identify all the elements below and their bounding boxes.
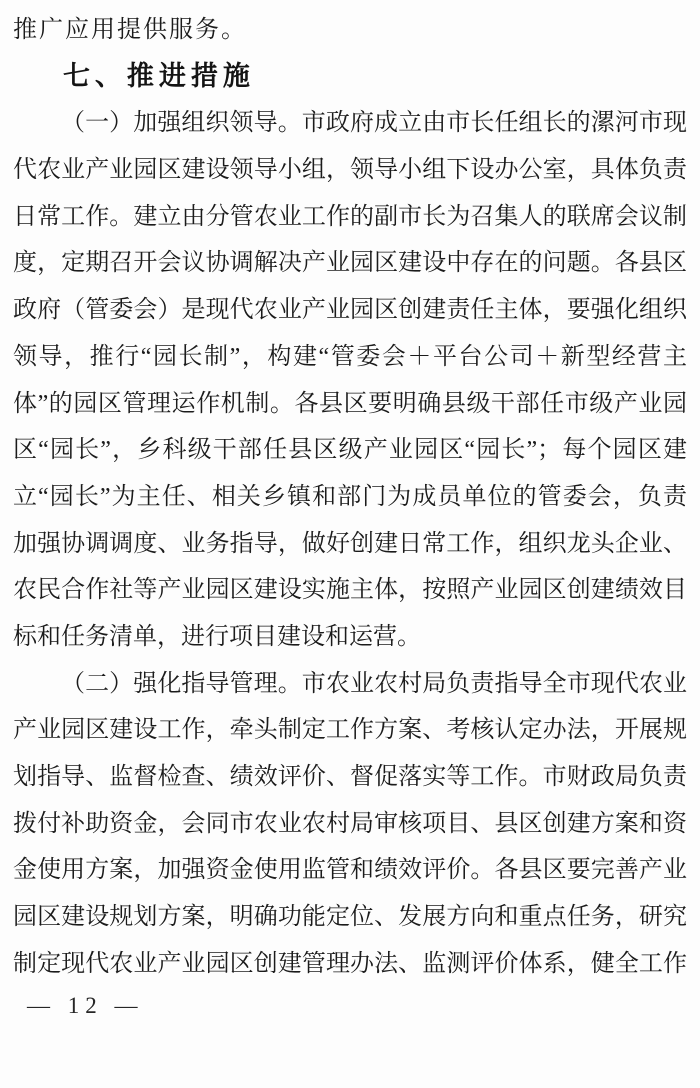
body-line: 拨付补助资金，会同市农业农村局审核项目、县区创建方案和资: [13, 810, 687, 837]
body-line: （一）加强组织领导。市政府成立由市长任组长的漯河市现: [61, 110, 687, 137]
body-line: 制定现代农业产业园区创建管理办法、监测评价体系，健全工作: [13, 950, 687, 977]
body-line: 标和任务清单，进行项目建设和运营。: [13, 623, 421, 650]
body-line: 园区建设规划方案，明确功能定位、发展方向和重点任务，研究: [13, 904, 687, 931]
continuation-line: 推广应用提供服务。: [13, 17, 247, 43]
body-line: 体”的园区管理运作机制。各县区要明确县级干部任市级产业园: [13, 390, 687, 417]
body-line: 金使用方案，加强资金使用监管和绩效评价。各县区要完善产业: [13, 857, 687, 884]
section-heading: 七、推进措施: [62, 60, 255, 92]
body-line: 度，定期召开会议协调解决产业园区建设中存在的问题。各县区: [13, 250, 687, 277]
body-line: 产业园区建设工作，牵头制定工作方案、考核认定办法，开展规: [13, 717, 687, 744]
body-line: 划指导、监督检查、绩效评价、督促落实等工作。市财政局负责: [13, 764, 687, 790]
body-line: 立“园长”为主任、相关乡镇和部门为成员单位的管委会，负责: [13, 483, 687, 510]
body-line: 加强协调调度、业务指导，做好创建日常工作，组织龙头企业、: [13, 530, 687, 557]
paragraph-guidance-management: [13, 661, 687, 988]
body-line: （二）强化指导管理。市农业农村局负责指导全市现代农业: [61, 670, 687, 697]
body-line: 区“园长”，乡科级干部任县区级产业园区“园长”；每个园区建: [13, 437, 687, 464]
paragraph-organization-leadership: [13, 100, 687, 660]
body-line: 领导，推行“园长制”，构建“管委会＋平台公司＋新型经营主: [13, 343, 687, 370]
body-line: 农民合作社等产业园区建设实施主体，按照产业园区创建绩效目: [13, 577, 687, 604]
body-line: 政府（管委会）是现代农业产业园区创建责任主体，要强化组织: [13, 297, 687, 324]
body-line: 代农业产业园区建设领导小组，领导小组下设办公室，具体负责: [13, 157, 687, 184]
body-line: 日常工作。建立由分管农业工作的副市长为召集人的联席会议制: [13, 203, 687, 230]
page-number: — 12 —: [27, 993, 144, 1019]
